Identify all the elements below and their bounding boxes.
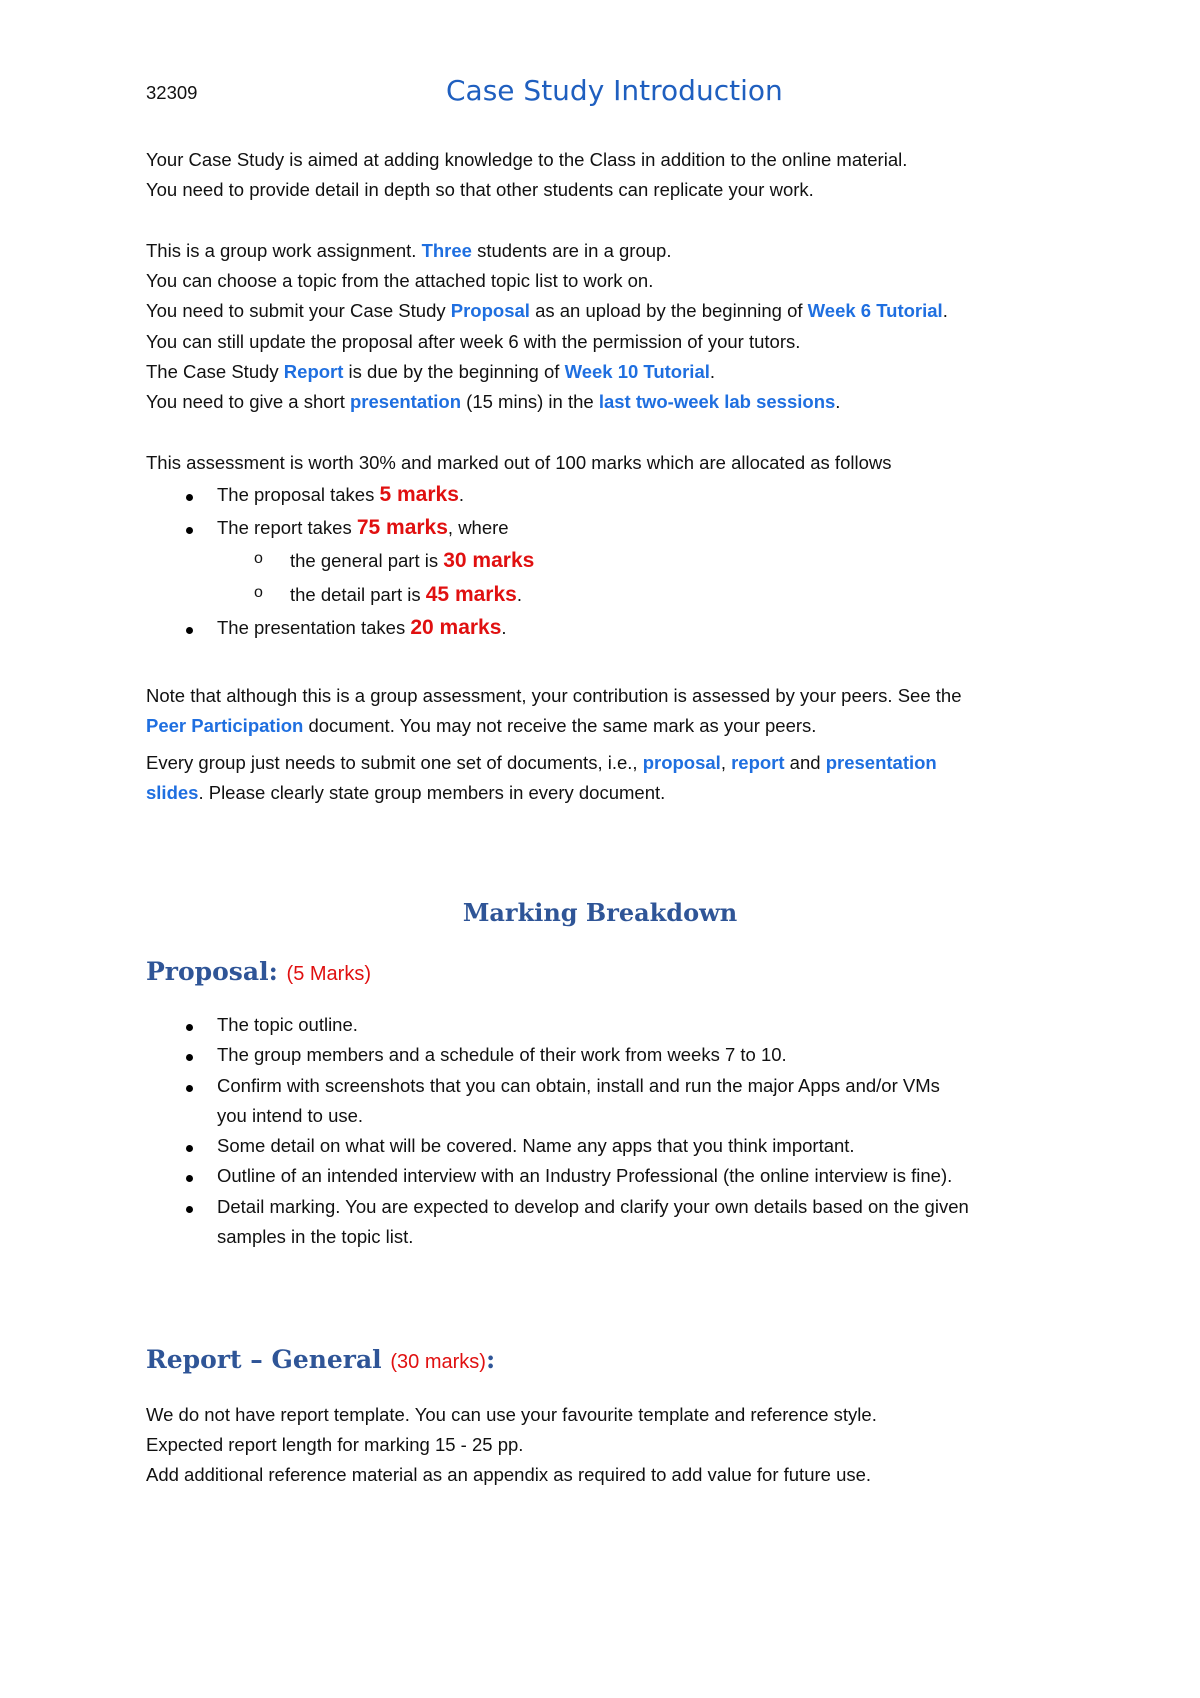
assessment-sub-detail	[290, 583, 522, 607]
text: The Case Study	[146, 361, 284, 382]
text: .	[501, 617, 507, 638]
proposal-heading	[146, 957, 371, 986]
report-line-2: Expected report length for marking 15 - 25 pp.	[146, 1434, 524, 1455]
highlight-presentation: presentation	[350, 391, 462, 412]
text: the general part is	[290, 550, 444, 571]
text: and	[784, 752, 826, 773]
bullet-dot	[186, 494, 193, 501]
intro-line-2: You need to provide detail in depth so that other students can replicate your work.	[146, 179, 814, 200]
assessment-bullet-proposal	[217, 483, 464, 507]
intro-line-4: You can choose a topic from the attached topic list to work on.	[146, 270, 654, 291]
bullet-dot	[186, 627, 193, 634]
text: (15 mins) in the	[461, 391, 599, 412]
bullet-dot	[186, 1206, 193, 1213]
note-line-3	[146, 751, 937, 775]
text: ,	[720, 752, 732, 773]
intro-line-1: Your Case Study is aimed at adding knowledge to the Class in addition to the online material.	[146, 149, 908, 170]
text: is due by the beginning of	[343, 361, 565, 382]
highlight-report-doc: report	[731, 752, 785, 773]
highlight-report: Report	[283, 361, 344, 382]
proposal-item: The topic outline.	[217, 1014, 358, 1035]
highlight-three: Three	[421, 240, 472, 261]
sub-bullet-marker: o	[254, 550, 263, 567]
assessment-bullet-report	[217, 516, 509, 540]
course-code: 32309	[146, 82, 198, 103]
proposal-item-cont: samples in the topic list.	[217, 1226, 414, 1247]
marks-45: 45 marks	[425, 583, 517, 606]
text: You need to submit your Case Study	[146, 300, 451, 321]
proposal-item: Some detail on what will be covered. Name any apps that you think important.	[217, 1135, 855, 1156]
proposal-item: The group members and a schedule of their work from weeks 7 to 10.	[217, 1044, 787, 1065]
bullet-dot	[186, 1145, 193, 1152]
marking-breakdown-heading: Marking Breakdown	[462, 898, 738, 927]
note-line-2	[146, 714, 816, 738]
assessment-sub-general	[290, 549, 534, 573]
note-line-1: Note that although this is a group assessment, your contribution is assessed by your peers. See the	[146, 685, 962, 706]
highlight-slides: slides	[146, 782, 199, 803]
assessment-bullet-presentation	[217, 616, 507, 640]
text: The report takes	[217, 517, 357, 538]
intro-line-5	[146, 299, 948, 323]
bullet-dot	[186, 1085, 193, 1092]
text: Report – General	[146, 1345, 382, 1374]
text: document. You may not receive the same mark as your peers.	[303, 715, 817, 736]
bullet-dot	[186, 1024, 193, 1031]
text: :	[485, 1345, 496, 1374]
proposal-item: Detail marking. You are expected to develop and clarify your own details based on the given	[217, 1196, 969, 1217]
text: Proposal:	[146, 957, 278, 986]
highlight-lab-sessions: last two-week lab sessions	[598, 391, 836, 412]
text: This is a group work assignment.	[146, 240, 422, 261]
intro-line-6: You can still update the proposal after week 6 with the permission of your tutors.	[146, 331, 801, 352]
report-line-1: We do not have report template. You can use your favourite template and reference style.	[146, 1404, 877, 1425]
sub-bullet-marker: o	[254, 584, 263, 601]
intro-line-8	[146, 390, 840, 414]
highlight-week6: Week 6 Tutorial	[807, 300, 943, 321]
marks-75: 75 marks	[356, 516, 448, 539]
page-title: Case Study Introduction	[446, 74, 783, 107]
proposal-marks: (5 Marks)	[286, 963, 371, 985]
highlight-proposal: Proposal	[450, 300, 530, 321]
report-general-heading	[146, 1345, 495, 1374]
report-marks: (30 marks)	[390, 1351, 486, 1373]
highlight-proposal-doc: proposal	[642, 752, 721, 773]
text: , where	[447, 517, 509, 538]
proposal-item: Confirm with screenshots that you can obtain, install and run the major Apps and/or VMs	[217, 1075, 940, 1096]
text: You need to give a short	[146, 391, 350, 412]
assessment-intro: This assessment is worth 30% and marked out of 100 marks which are allocated as follows	[146, 452, 892, 473]
bullet-dot	[186, 527, 193, 534]
text: . Please clearly state group members in every document.	[198, 782, 666, 803]
marks-20: 20 marks	[410, 616, 502, 639]
highlight-week10: Week 10 Tutorial	[564, 361, 710, 382]
report-line-3: Add additional reference material as an appendix as required to add value for future use.	[146, 1464, 872, 1485]
text: the detail part is	[290, 584, 426, 605]
peer-participation-link: Peer Participation	[146, 715, 304, 736]
text: .	[942, 300, 948, 321]
note-line-4	[146, 781, 665, 805]
text: The presentation takes	[217, 617, 411, 638]
text: as an upload by the beginning of	[529, 300, 808, 321]
text: .	[458, 484, 465, 505]
bullet-dot	[186, 1054, 193, 1061]
text: The proposal takes	[217, 484, 380, 505]
text: .	[709, 361, 716, 382]
proposal-item-cont: you intend to use.	[217, 1105, 364, 1126]
marks-5: 5 marks	[379, 483, 459, 506]
proposal-item: Outline of an intended interview with an Industry Professional (the online interview is fine).	[217, 1165, 953, 1186]
highlight-presentation-doc: presentation	[825, 752, 937, 773]
bullet-dot	[186, 1175, 193, 1182]
text: .	[516, 584, 522, 605]
text: .	[835, 391, 841, 412]
text: students are in a group.	[471, 240, 672, 261]
intro-line-3	[146, 239, 671, 263]
marks-30: 30 marks	[443, 549, 535, 572]
intro-line-7	[146, 360, 715, 384]
text: Every group just needs to submit one set of documents, i.e.,	[146, 752, 643, 773]
